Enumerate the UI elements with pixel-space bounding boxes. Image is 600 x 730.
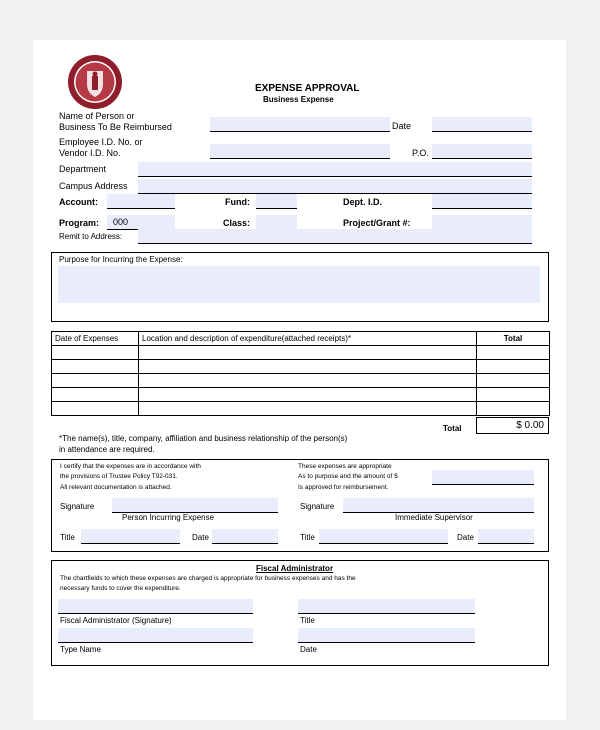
description-cell[interactable] bbox=[139, 388, 477, 402]
supervisor-title-input[interactable] bbox=[319, 529, 448, 544]
date-cell[interactable] bbox=[52, 374, 139, 388]
date-input[interactable] bbox=[432, 117, 532, 132]
name-label-line2: Business To Be Reimbursed bbox=[59, 122, 172, 132]
class-input[interactable] bbox=[256, 215, 297, 230]
date-cell[interactable] bbox=[52, 402, 139, 416]
dept-id-input[interactable] bbox=[432, 194, 532, 209]
fiscal-date-input[interactable] bbox=[298, 628, 475, 643]
left-date-label: Date bbox=[192, 533, 209, 542]
name-input[interactable] bbox=[210, 117, 390, 132]
form-subtitle: Business Expense bbox=[263, 95, 334, 104]
fiscal-text-line2: necessary funds to cover the expenditure. bbox=[60, 585, 181, 592]
certification-box bbox=[51, 459, 549, 552]
department-input[interactable] bbox=[138, 162, 532, 177]
person-signature-input[interactable] bbox=[112, 498, 278, 513]
description-cell[interactable] bbox=[139, 360, 477, 374]
grand-total-value: $ 0.00 bbox=[516, 420, 544, 431]
fiscal-signature-label: Fiscal Administrator (Signature) bbox=[60, 616, 172, 625]
fiscal-title-input[interactable] bbox=[298, 599, 475, 614]
total-cell[interactable] bbox=[477, 402, 550, 416]
table-row bbox=[52, 346, 550, 360]
supervisor-signature-input[interactable] bbox=[343, 498, 534, 513]
left-signature-label: Signature bbox=[60, 502, 95, 511]
employee-id-input[interactable] bbox=[210, 144, 390, 159]
certify-right-line2: As to purpose and the amount of $ bbox=[298, 473, 398, 480]
right-date-label: Date bbox=[457, 533, 474, 542]
remit-address-input[interactable] bbox=[138, 229, 532, 244]
total-cell[interactable] bbox=[477, 374, 550, 388]
form-page bbox=[33, 40, 566, 720]
dept-id-label: Dept. I.D. bbox=[343, 197, 383, 207]
certify-right-line1: These expenses are appropriate bbox=[298, 463, 392, 470]
certify-left-line2: the provisions of Trustee Policy T92-031. bbox=[60, 473, 178, 480]
person-title-input[interactable] bbox=[81, 529, 180, 544]
project-grant-label: Project/Grant #: bbox=[343, 218, 411, 228]
person-date-input[interactable] bbox=[212, 529, 278, 544]
col-date-of-expenses: Date of Expenses bbox=[52, 332, 139, 346]
account-input[interactable] bbox=[107, 194, 175, 209]
expense-table-header bbox=[52, 332, 550, 346]
program-value: 000 bbox=[113, 217, 129, 227]
fiscal-type-name-input[interactable] bbox=[58, 628, 253, 643]
table-row bbox=[52, 360, 550, 374]
project-grant-input[interactable] bbox=[432, 215, 532, 230]
purpose-label: Purpose for Incurring the Expense: bbox=[59, 255, 183, 264]
class-label: Class: bbox=[223, 218, 251, 228]
purpose-input[interactable] bbox=[58, 266, 540, 303]
date-cell[interactable] bbox=[52, 360, 139, 374]
fiscal-admin-heading: Fiscal Administrator bbox=[256, 564, 334, 573]
po-label: P.O. bbox=[412, 148, 429, 158]
certify-left-line1: I certify that the expenses are in accordance with bbox=[60, 463, 201, 470]
expense-table bbox=[51, 331, 550, 416]
attendance-note-line1: *The name(s), title, company, affiliation and business relationship of the person(s) bbox=[59, 434, 348, 443]
total-cell[interactable] bbox=[477, 388, 550, 402]
campus-address-input[interactable] bbox=[138, 179, 532, 194]
university-seal-icon bbox=[67, 54, 123, 110]
fiscal-type-name-label: Type Name bbox=[60, 645, 101, 654]
program-label: Program: bbox=[59, 218, 100, 228]
total-cell[interactable] bbox=[477, 346, 550, 360]
right-title-label: Title bbox=[300, 533, 315, 542]
table-row bbox=[52, 388, 550, 402]
purpose-box bbox=[51, 252, 549, 322]
name-label-line1: Name of Person or bbox=[59, 111, 135, 121]
program-input[interactable] bbox=[107, 215, 175, 230]
table-row bbox=[52, 402, 550, 416]
description-cell[interactable] bbox=[139, 346, 477, 360]
fiscal-date-label: Date bbox=[300, 645, 317, 654]
account-label: Account: bbox=[59, 197, 98, 207]
fund-label: Fund: bbox=[225, 197, 250, 207]
certify-left-line3: All relevant documentation is attached. bbox=[60, 484, 172, 491]
certify-right-line3: Is approved for reimbursement. bbox=[298, 484, 389, 491]
approved-amount-input[interactable] bbox=[432, 470, 534, 485]
attendance-note-line2: in attendance are required. bbox=[59, 445, 155, 454]
right-signature-label: Signature bbox=[300, 502, 335, 511]
fiscal-admin-box bbox=[51, 560, 549, 666]
person-incurring-caption: Person Incurring Expense bbox=[122, 513, 215, 522]
left-title-label: Title bbox=[60, 533, 75, 542]
date-label: Date bbox=[392, 121, 412, 131]
form-title: EXPENSE APPROVAL bbox=[255, 83, 360, 94]
total-cell[interactable] bbox=[477, 360, 550, 374]
grand-total-label: Total bbox=[443, 424, 462, 433]
fiscal-text-line1: The chartfields to which these expenses are charged is appropriate for business expenses and has the bbox=[60, 575, 356, 582]
remit-address-label: Remit to Address: bbox=[59, 232, 123, 241]
supervisor-date-input[interactable] bbox=[478, 529, 534, 544]
immediate-supervisor-caption: Immediate Supervisor bbox=[395, 513, 473, 522]
fiscal-title-label: Title bbox=[300, 616, 315, 625]
employee-label-line2: Vendor I.D. No. bbox=[59, 148, 121, 158]
grand-total-box bbox=[476, 417, 549, 434]
campus-address-label: Campus Address bbox=[59, 181, 128, 191]
col-total: Total bbox=[477, 332, 550, 346]
table-row bbox=[52, 374, 550, 388]
description-cell[interactable] bbox=[139, 402, 477, 416]
col-location-description: Location and description of expenditure(attached receipts)* bbox=[139, 332, 477, 346]
description-cell[interactable] bbox=[139, 374, 477, 388]
date-cell[interactable] bbox=[52, 388, 139, 402]
department-label: Department bbox=[59, 164, 107, 174]
date-cell[interactable] bbox=[52, 346, 139, 360]
employee-label-line1: Employee I.D. No. or bbox=[59, 137, 143, 147]
po-input[interactable] bbox=[432, 144, 532, 159]
fiscal-signature-input[interactable] bbox=[58, 599, 253, 614]
fund-input[interactable] bbox=[256, 194, 297, 209]
